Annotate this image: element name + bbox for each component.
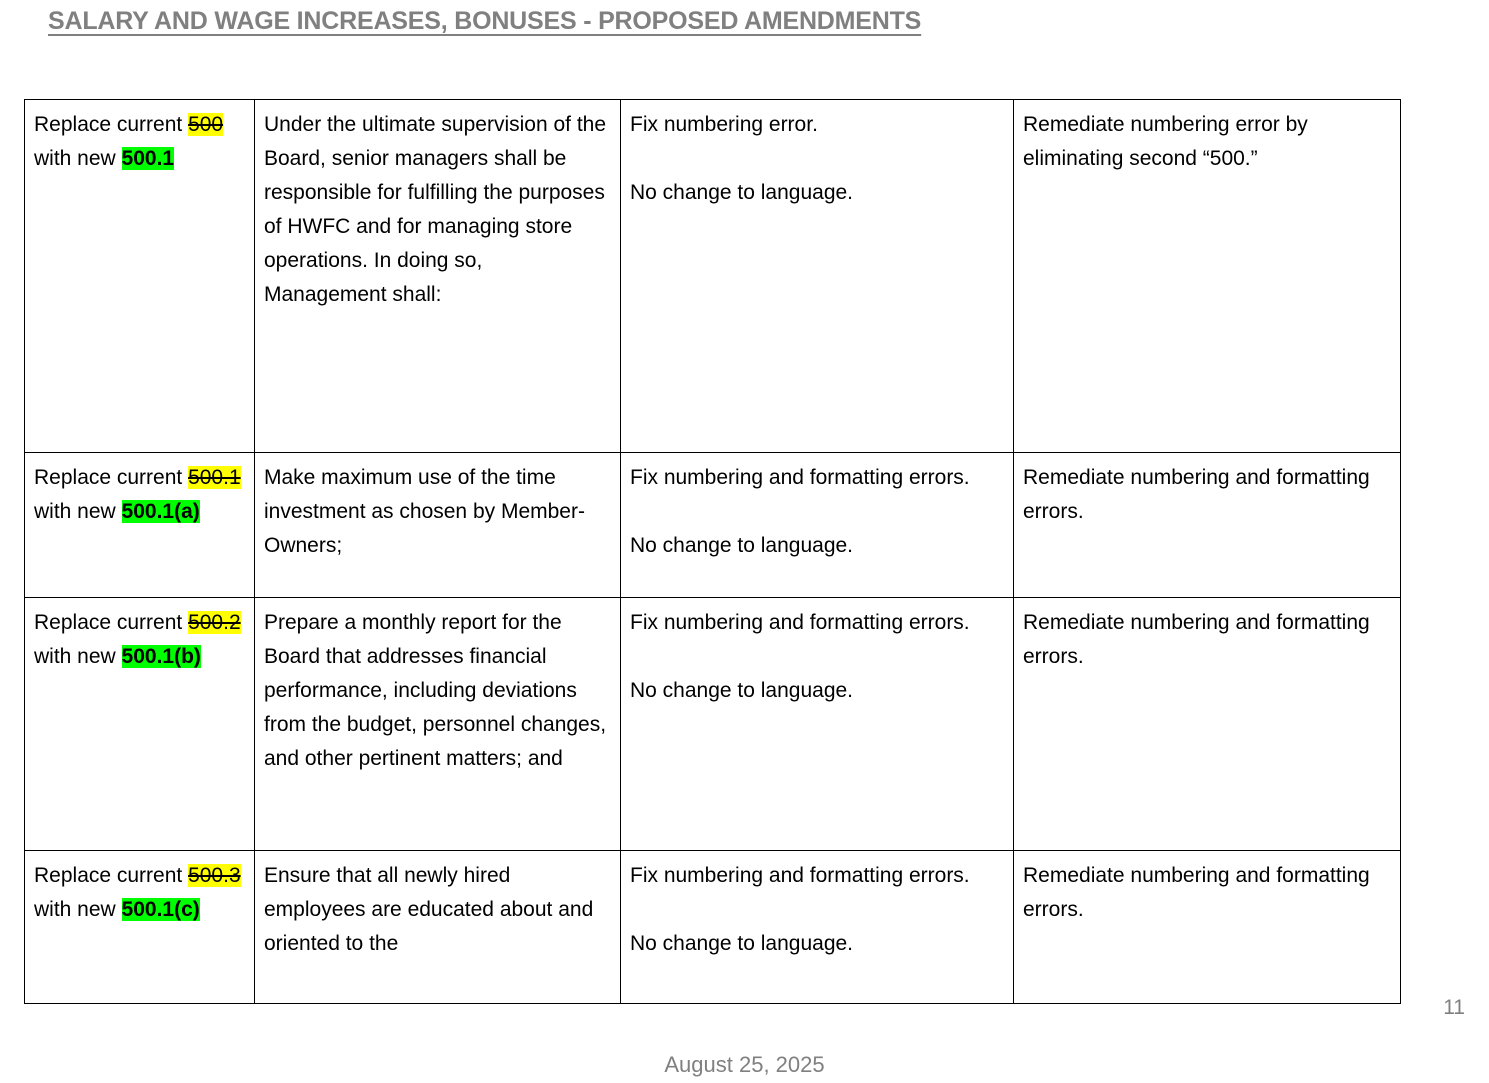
cell-effect: Remediate numbering error by eliminating second “500.” <box>1014 100 1401 453</box>
cell-effect: Remediate numbering and formatting errors. <box>1014 598 1401 851</box>
cell-change-description <box>25 453 255 598</box>
table-row <box>25 851 1401 1004</box>
reason-spacer <box>630 640 1003 674</box>
old-reference-highlight: 500.2 <box>188 611 241 634</box>
cell-effect: Remediate numbering and formatting errors. <box>1014 851 1401 1004</box>
change-prefix-text: Replace current <box>34 611 189 634</box>
reason-line-1: Fix numbering error. <box>630 113 818 136</box>
cell-reason <box>621 851 1014 1004</box>
table-row <box>25 453 1401 598</box>
page-title: SALARY AND WAGE INCREASES, BONUSES - PROPOSED AMENDMENTS <box>48 7 922 35</box>
cell-reason <box>621 598 1014 851</box>
change-middle-text: with new <box>34 147 122 170</box>
cell-policy-language: Under the ultimate supervision of the Board, senior managers shall be responsible for fulfilling the purposes of HWFC and for managing store operations. In doing so, Management shall: <box>255 100 621 453</box>
reason-spacer <box>630 893 1003 927</box>
amendments-table <box>24 99 1401 1004</box>
change-middle-text: with new <box>34 645 122 668</box>
reason-line-1: Fix numbering and formatting errors. <box>630 611 970 634</box>
reason-line-1: Fix numbering and formatting errors. <box>630 466 970 489</box>
cell-policy-language: Make maximum use of the time investment as chosen by Member-Owners; <box>255 453 621 598</box>
reason-spacer <box>630 142 1003 176</box>
footer-date: August 25, 2025 <box>664 1052 825 1077</box>
reason-line-2: No change to language. <box>630 181 854 204</box>
table-row <box>25 598 1401 851</box>
old-reference-highlight: 500.1 <box>188 466 241 489</box>
cell-change-description <box>25 598 255 851</box>
cell-change-description <box>25 851 255 1004</box>
change-middle-text: with new <box>34 898 122 921</box>
new-reference-highlight: 500.1(a) <box>121 500 200 523</box>
reason-line-1: Fix numbering and formatting errors. <box>630 864 970 887</box>
cell-reason <box>621 453 1014 598</box>
new-reference-highlight: 500.1 <box>121 147 175 170</box>
reason-line-2: No change to language. <box>630 534 854 557</box>
cell-reason <box>621 100 1014 453</box>
reason-spacer <box>630 495 1003 529</box>
cell-effect: Remediate numbering and formatting errors. <box>1014 453 1401 598</box>
change-prefix-text: Replace current <box>34 466 189 489</box>
change-middle-text: with new <box>34 500 122 523</box>
table-row <box>25 100 1401 453</box>
page-number: 11 <box>1443 996 1465 1019</box>
reason-line-2: No change to language. <box>630 679 854 702</box>
old-reference-highlight: 500 <box>188 113 224 136</box>
new-reference-highlight: 500.1(b) <box>121 645 201 668</box>
cell-change-description <box>25 100 255 453</box>
change-prefix-text: Replace current <box>34 113 189 136</box>
change-prefix-text: Replace current <box>34 864 189 887</box>
cell-policy-language: Ensure that all newly hired employees are educated about and oriented to the <box>255 851 621 1004</box>
old-reference-highlight: 500.3 <box>188 864 241 887</box>
new-reference-highlight: 500.1(c) <box>121 898 200 921</box>
reason-line-2: No change to language. <box>630 932 854 955</box>
cell-policy-language: Prepare a monthly report for the Board that addresses financial performance, including deviations from the budget, personnel changes, and other pertinent matters; and <box>255 598 621 851</box>
